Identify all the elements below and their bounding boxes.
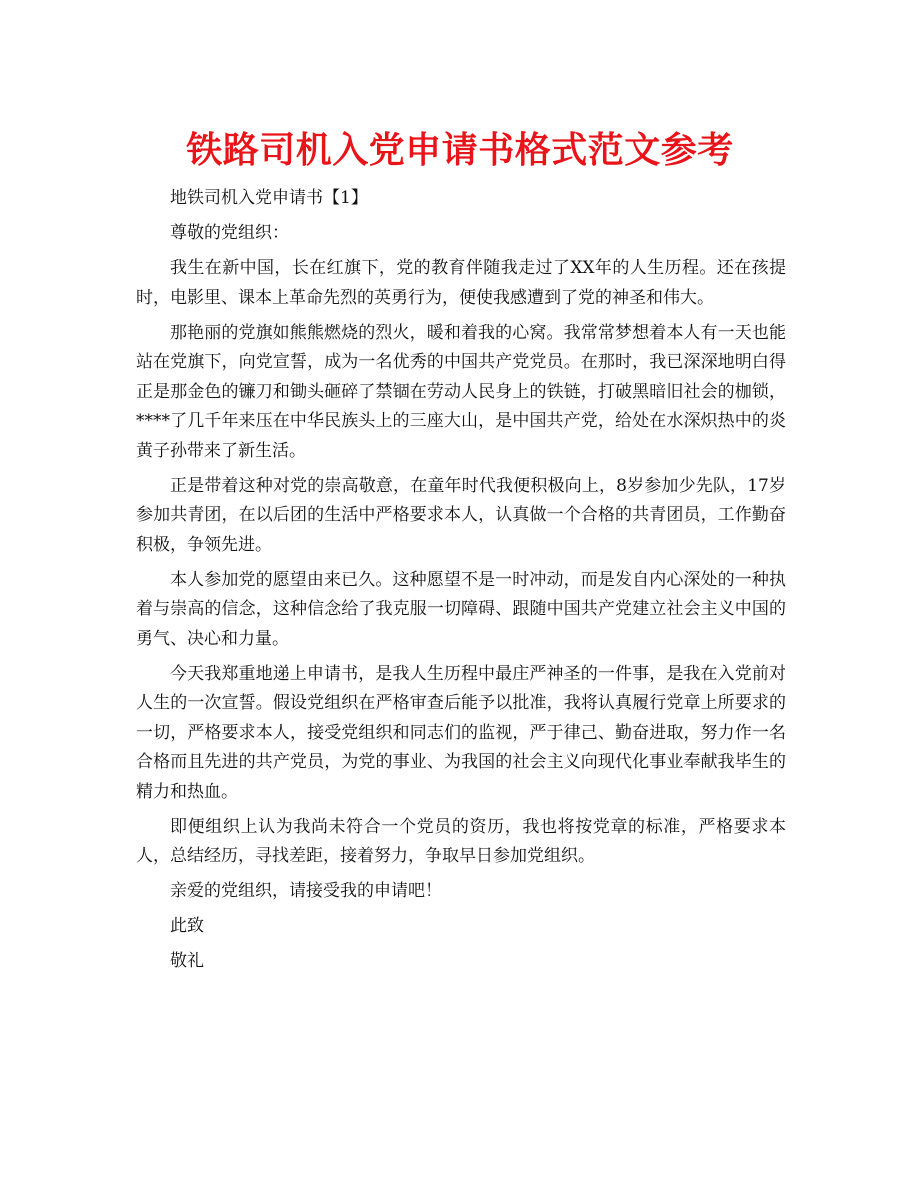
- paragraph-5: 今天我郑重地递上申请书，是我人生历程中最庄严神圣的一件事，是我在入党前对人生的一次宣誓。假设党组织在严格审查后能予以批准，我将认真履行党章上所要求的一切，严格要求本人，接受党组织和同志们的监视，严于律己、勤奋进取，努力作一名合格而且先进的共产党员，为党的事业、为我国的社会主义向现代化事业奉献我毕生的精力和热血。: [136, 663, 786, 802]
- document-subtitle: 地铁司机入党申请书【1】: [170, 188, 368, 208]
- paragraph-4: 本人参加党的愿望由来已久。这种愿望不是一时冲动，而是发自内心深处的一种执着与崇高的信念，这种信念给了我克服一切障碍、跟随中国共产党建立社会主义中国的勇气、决心和力量。: [136, 569, 786, 649]
- document-title: 铁路司机入党申请书格式范文参考: [186, 130, 734, 171]
- closing-request: 亲爱的党组织，请接受我的申请吧！: [170, 881, 442, 901]
- document-body: [136, 184, 786, 982]
- salutation: 尊敬的党组织：: [170, 223, 289, 243]
- paragraph-3: 正是带着这种对党的崇高敬意，在童年时代我便积极向上，8岁参加少先队，17岁参加共青团，在以后团的生活中严格要求本人，认真做一个合格的共青团员，工作勤奋积极，争领先进。: [136, 475, 786, 555]
- closing-ci-zhi: 此致: [170, 916, 204, 936]
- paragraph-6: 即便组织上认为我尚未符合一个党员的资历，我也将按党章的标准，严格要求本人，总结经历，寻找差距，接着努力，争取早日参加党组织。: [136, 816, 786, 866]
- paragraph-1: 我生在新中国，长在红旗下，党的教育伴随我走过了XX年的人生历程。还在孩提时，电影里、课本上革命先烈的英勇行为，便使我感遭到了党的神圣和伟大。: [136, 258, 786, 308]
- paragraph-2: 那艳丽的党旗如熊熊燃烧的烈火，暖和着我的心窝。我常常梦想着本人有一天也能站在党旗下，向党宣誓，成为一名优秀的中国共产党党员。在那时，我已深深地明白得正是那金色的镰刀和锄头砸碎了禁锢在劳动人民身上的铁链，打破黑暗旧社会的枷锁，****了几千年来压在中华民族头上的三座大山，是中国共产党，给处在水深炽热中的炎黄子孙带来了新生活。: [136, 322, 786, 461]
- closing-jing-li: 敬礼: [170, 951, 204, 971]
